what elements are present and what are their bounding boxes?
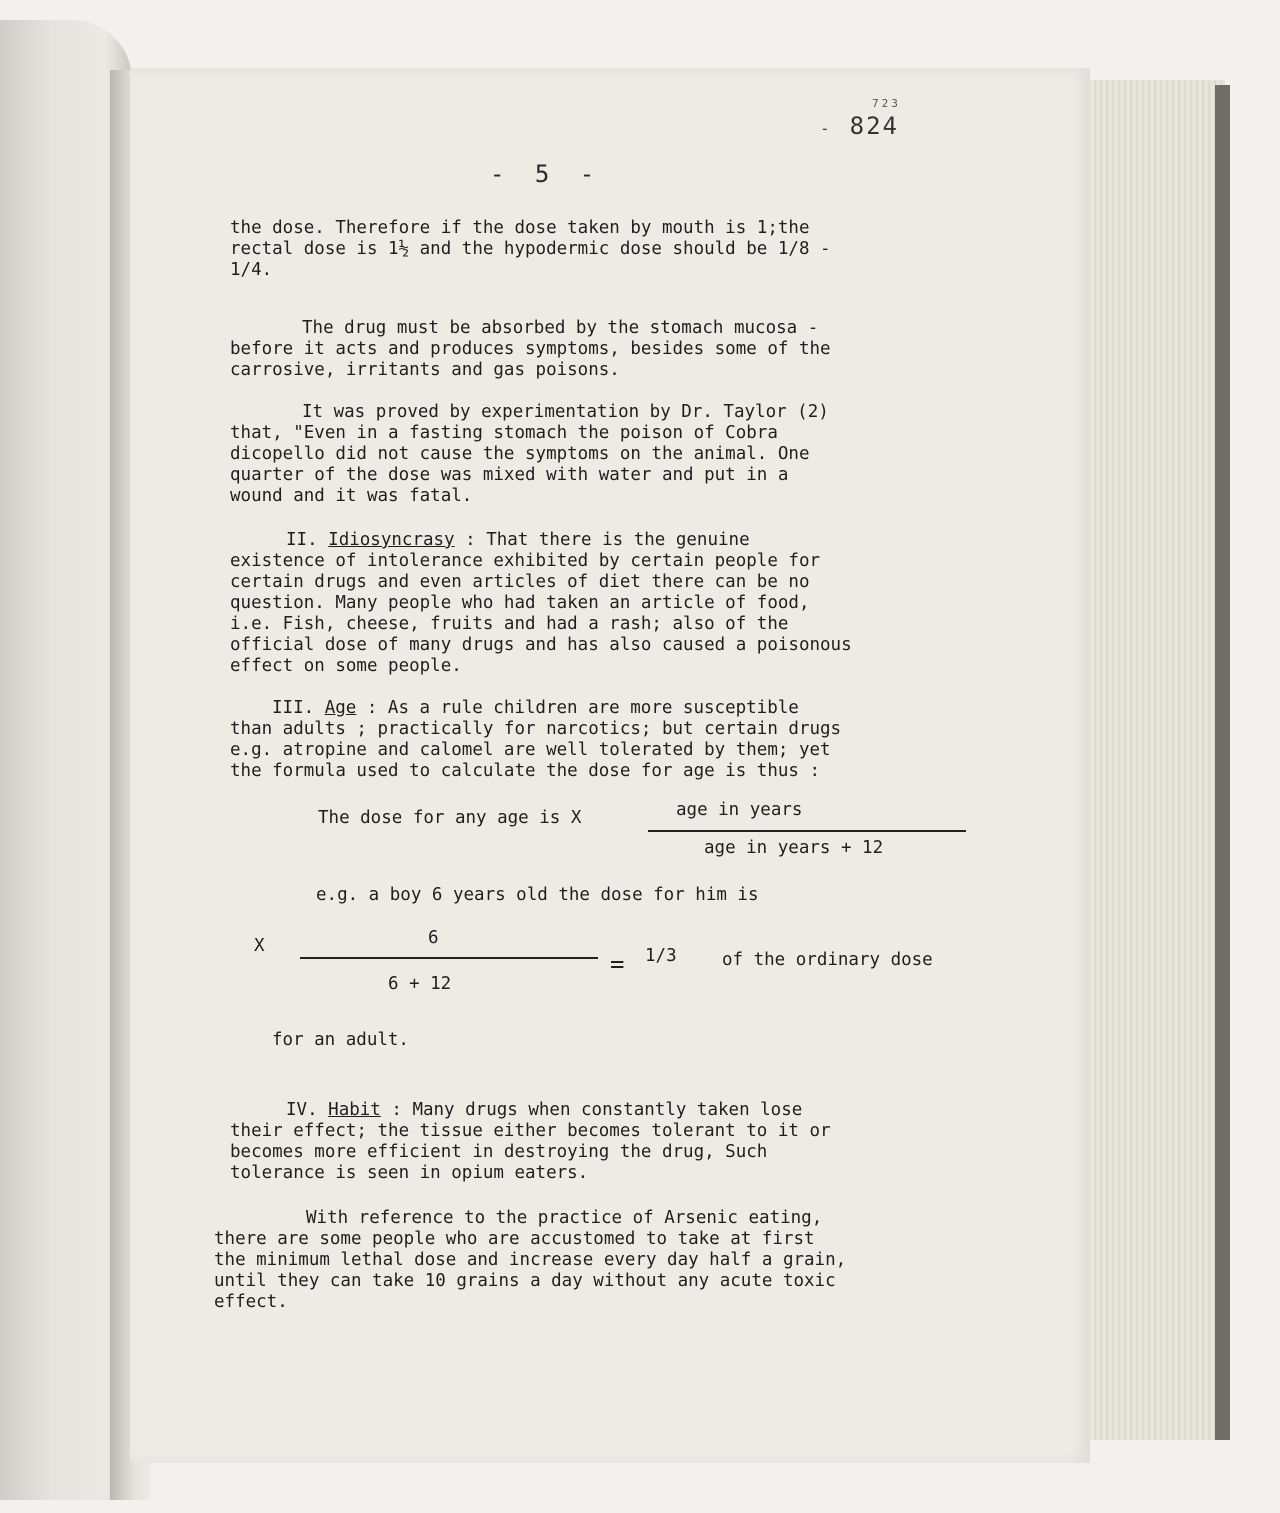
section-heading: Idiosyncrasy [328, 530, 455, 550]
section-number: III. [272, 698, 315, 718]
example-x: X [254, 936, 265, 956]
section-heading: Age [324, 698, 357, 718]
paragraph-idiosyncrasy [230, 530, 965, 677]
formula-numerator: age in years [676, 800, 803, 820]
paragraph-habit [230, 1100, 965, 1184]
paragraph-1: the dose. Therefore if the dose taken by mouth is 1;the rectal dose is 1½ and the hypodermic dose should be 1/8 - 1/4. [230, 218, 831, 280]
page-number [820, 112, 899, 140]
example-result: 1/3 [645, 946, 677, 966]
example-line: e.g. a boy 6 years old the dose for him is [316, 885, 759, 905]
example-tail: for an adult. [272, 1030, 409, 1050]
example-denominator: 6 + 12 [388, 974, 452, 994]
formula-denominator: age in years + 12 [704, 838, 884, 858]
section-body: : That there is the genuine existence of intolerance exhibited by certain people for certain drugs and even articles of diet there can be no question. Many people who had taken an article of food, i.e. Fish, cheese, fruits and had a rash; also of the official dose of many drugs and has also caused a poisonous effect on some people. [230, 530, 852, 676]
section-body: : As a rule children are more susceptible than adults ; practically for narcotics; but certain drugs e.g. atropine and calomel are well tolerated by them; yet the formula used to calculate the dose for age is thus : [230, 698, 842, 781]
page-header: - 5 - [490, 160, 603, 188]
page-number-mark: - [820, 119, 832, 138]
section-body: : Many drugs when constantly taken lose their effect; the tissue either becomes tolerant to it or becomes more efficient in destroying the drug, Such tolerance is seen in opium eaters. [230, 1100, 831, 1183]
formula-fraction-bar [648, 830, 966, 832]
paragraph-arsenic: With reference to the practice of Arsenic eating, there are some people who are accustomed to take at first the minimum lethal dose and increase every day half a grain, until they can take 10 grains a day without any acute toxic effect. [214, 1208, 847, 1312]
example-suffix: of the ordinary dose [722, 950, 933, 970]
book-cover-edge [1215, 85, 1230, 1440]
page-number-value: 824 [849, 112, 899, 140]
example-fraction-bar [300, 957, 598, 959]
paragraph-2: The drug must be absorbed by the stomach mucosa - before it acts and produces symptoms, besides some of the carrosive, irritants and gas poisons. [230, 318, 831, 380]
handwritten-page-number: 723 [872, 97, 901, 110]
paragraph-3: It was proved by experimentation by Dr. Taylor (2) that, "Even in a fasting stomach the poison of Cobra dicopello did not cause the symptoms on the animal. One quarter of the dose was mixed with water and put in a wound and it was fatal. [230, 402, 829, 506]
section-heading: Habit [328, 1100, 381, 1120]
example-numerator: 6 [428, 928, 439, 948]
section-number: II. [286, 530, 318, 550]
example-equals: = [610, 950, 625, 978]
section-number: IV. [286, 1100, 318, 1120]
paragraph-age [230, 698, 965, 782]
formula-label: The dose for any age is X [318, 808, 582, 828]
page-edges [1085, 80, 1225, 1440]
